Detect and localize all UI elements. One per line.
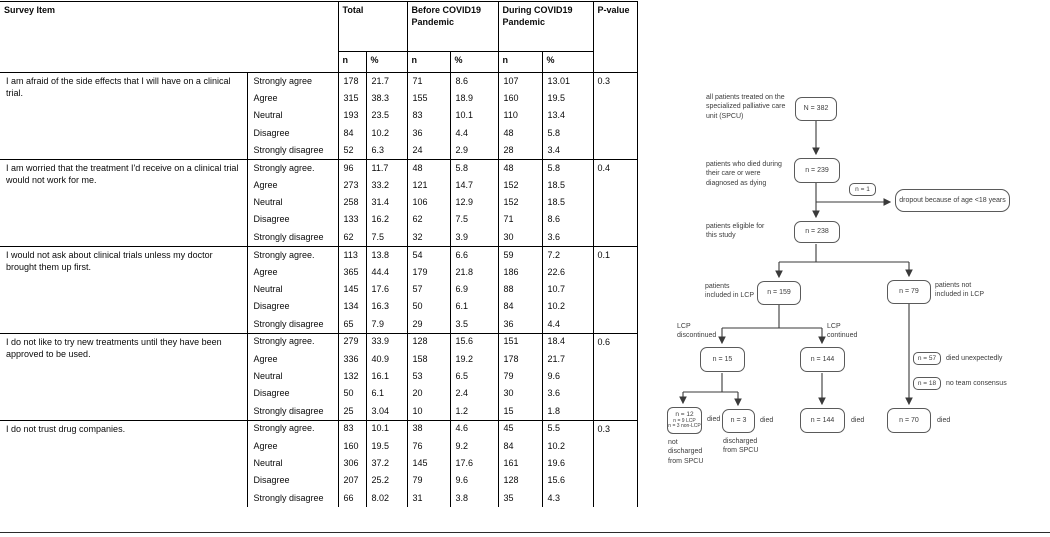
- value-cell: 33.9: [366, 333, 407, 350]
- value-cell: 16.1: [366, 368, 407, 385]
- value-cell: 6.6: [450, 246, 498, 263]
- subheader-before-n: n: [407, 52, 450, 73]
- value-cell: 4.4: [542, 316, 593, 333]
- column-header-before-covid: Before COVID19 Pandemic: [407, 2, 498, 52]
- value-cell: 152: [498, 194, 542, 211]
- survey-block: [0, 420, 637, 507]
- value-cell: 66: [338, 490, 366, 507]
- value-cell: 106: [407, 194, 450, 211]
- label-died-during: patients who died during their care or were diagnosed as dying: [706, 161, 782, 187]
- response-label-cell: Agree: [247, 351, 338, 368]
- value-cell: 9.6: [450, 472, 498, 489]
- value-cell: 4.3: [542, 490, 593, 507]
- value-cell: 3.9: [450, 229, 498, 246]
- subheader-total-pct: %: [366, 52, 407, 73]
- value-cell: 16.3: [366, 299, 407, 316]
- label-all-patients: all patients treated on the specialized palliative care unit (SPCU): [706, 94, 786, 120]
- survey-item-cell: I would not ask about clinical trials unless my doctor brought them up first.: [0, 246, 247, 333]
- value-cell: 31.4: [366, 194, 407, 211]
- node-died-not-discharged-n: n = 12: [675, 411, 694, 419]
- value-cell: 10: [407, 403, 450, 420]
- value-cell: 30: [498, 229, 542, 246]
- column-header-p-value: P-value: [593, 2, 637, 73]
- response-label-cell: Strongly agree.: [247, 159, 338, 176]
- value-cell: 83: [338, 420, 366, 437]
- value-cell: 306: [338, 455, 366, 472]
- subheader-total-n: n: [338, 52, 366, 73]
- column-header-total: Total: [338, 2, 407, 52]
- p-value-cell: 0.4: [593, 159, 637, 246]
- value-cell: 10.2: [542, 299, 593, 316]
- value-cell: 50: [407, 299, 450, 316]
- value-cell: 40.9: [366, 351, 407, 368]
- value-cell: 6.3: [366, 142, 407, 159]
- response-label-cell: Neutral: [247, 194, 338, 211]
- value-cell: 17.6: [366, 281, 407, 298]
- value-cell: 155: [407, 90, 450, 107]
- value-cell: 5.8: [542, 159, 593, 176]
- response-label-cell: Neutral: [247, 107, 338, 124]
- response-label-cell: Strongly agree.: [247, 246, 338, 263]
- value-cell: 28: [498, 142, 542, 159]
- label-included-lcp: patients included in LCP: [705, 283, 755, 300]
- value-cell: 30: [498, 386, 542, 403]
- response-label-cell: Strongly disagree: [247, 490, 338, 507]
- response-label-cell: Agree: [247, 90, 338, 107]
- table-row: [0, 333, 637, 350]
- label-died-unexpectedly: died unexpectedly: [946, 355, 1003, 362]
- node-dropout-reason: dropout because of age <18 years: [895, 189, 1010, 212]
- survey-block: [0, 73, 637, 160]
- value-cell: 1.8: [542, 403, 593, 420]
- response-label-cell: Disagree: [247, 386, 338, 403]
- value-cell: 7.2: [542, 246, 593, 263]
- value-cell: 10.2: [366, 125, 407, 142]
- value-cell: 35: [498, 490, 542, 507]
- node-lcp-included: n = 159: [757, 281, 801, 305]
- survey-block: [0, 159, 637, 246]
- value-cell: 3.4: [542, 142, 593, 159]
- label-lcp-discontinued: LCP discontinued: [677, 323, 717, 340]
- value-cell: 365: [338, 264, 366, 281]
- survey-block: [0, 246, 637, 333]
- response-label-cell: Strongly agree.: [247, 333, 338, 350]
- value-cell: 2.4: [450, 386, 498, 403]
- value-cell: 79: [407, 472, 450, 489]
- value-cell: 6.1: [366, 386, 407, 403]
- response-label-cell: Neutral: [247, 281, 338, 298]
- figure-bottom-rule: [0, 532, 1050, 533]
- value-cell: 6.1: [450, 299, 498, 316]
- value-cell: 19.5: [366, 438, 407, 455]
- value-cell: 21.7: [542, 351, 593, 368]
- node-dying-patients: n = 239: [794, 158, 840, 183]
- value-cell: 22.6: [542, 264, 593, 281]
- value-cell: 161: [498, 455, 542, 472]
- value-cell: 79: [498, 368, 542, 385]
- value-cell: 178: [338, 73, 366, 90]
- survey-item-cell: I do not like to try new treatments until they have been approved to be used.: [0, 333, 247, 420]
- response-label-cell: Neutral: [247, 368, 338, 385]
- node-died-continued: n = 144: [800, 408, 845, 433]
- response-label-cell: Strongly agree: [247, 73, 338, 90]
- value-cell: 3.5: [450, 316, 498, 333]
- value-cell: 5.8: [450, 159, 498, 176]
- label-died-3: died: [851, 417, 865, 424]
- value-cell: 128: [498, 472, 542, 489]
- value-cell: 96: [338, 159, 366, 176]
- table-row: [0, 159, 637, 176]
- survey-item-cell: I do not trust drug companies.: [0, 420, 247, 507]
- value-cell: 32: [407, 229, 450, 246]
- label-discharged: discharged from SPCU: [723, 438, 759, 455]
- value-cell: 2.9: [450, 142, 498, 159]
- table-row: [0, 420, 637, 437]
- label-died-2: died: [760, 417, 774, 424]
- value-cell: 24: [407, 142, 450, 159]
- subheader-before-pct: %: [450, 52, 498, 73]
- value-cell: 21.8: [450, 264, 498, 281]
- survey-block: [0, 333, 637, 420]
- value-cell: 7.9: [366, 316, 407, 333]
- value-cell: 10.1: [450, 107, 498, 124]
- value-cell: 38: [407, 420, 450, 437]
- label-not-included-lcp: patients not included in LCP: [935, 282, 985, 299]
- value-cell: 160: [338, 438, 366, 455]
- table-row: [0, 246, 637, 263]
- node-died-non-lcp: n = 70: [887, 408, 931, 433]
- subheader-during-pct: %: [542, 52, 593, 73]
- label-not-discharged: not discharged from SPCU: [668, 439, 704, 465]
- p-value-cell: 0.6: [593, 333, 637, 420]
- p-value-cell: 0.1: [593, 246, 637, 333]
- value-cell: 36: [498, 316, 542, 333]
- value-cell: 13.8: [366, 246, 407, 263]
- value-cell: 38.3: [366, 90, 407, 107]
- value-cell: 207: [338, 472, 366, 489]
- value-cell: 9.2: [450, 438, 498, 455]
- response-label-cell: Strongly disagree: [247, 229, 338, 246]
- value-cell: 193: [338, 107, 366, 124]
- value-cell: 3.6: [542, 229, 593, 246]
- label-died-4: died: [937, 417, 951, 424]
- value-cell: 179: [407, 264, 450, 281]
- node-died-not-discharged-sub2: n = 3 non-LCP: [668, 423, 701, 430]
- value-cell: 71: [498, 212, 542, 229]
- value-cell: 20: [407, 386, 450, 403]
- value-cell: 88: [498, 281, 542, 298]
- node-all-patients: N = 382: [795, 97, 837, 121]
- value-cell: 128: [407, 333, 450, 350]
- value-cell: 71: [407, 73, 450, 90]
- response-label-cell: Agree: [247, 177, 338, 194]
- value-cell: 18.4: [542, 333, 593, 350]
- response-label-cell: Strongly agree.: [247, 420, 338, 437]
- value-cell: 48: [407, 159, 450, 176]
- value-cell: 44.4: [366, 264, 407, 281]
- value-cell: 107: [498, 73, 542, 90]
- response-label-cell: Disagree: [247, 125, 338, 142]
- value-cell: 8.6: [450, 73, 498, 90]
- response-label-cell: Agree: [247, 438, 338, 455]
- response-label-cell: Disagree: [247, 212, 338, 229]
- value-cell: 110: [498, 107, 542, 124]
- value-cell: 5.5: [542, 420, 593, 437]
- value-cell: 21.7: [366, 73, 407, 90]
- response-label-cell: Strongly disagree: [247, 403, 338, 420]
- value-cell: 54: [407, 246, 450, 263]
- value-cell: 25.2: [366, 472, 407, 489]
- value-cell: 25: [338, 403, 366, 420]
- value-cell: 145: [407, 455, 450, 472]
- value-cell: 52: [338, 142, 366, 159]
- value-cell: 15: [498, 403, 542, 420]
- value-cell: 31: [407, 490, 450, 507]
- value-cell: 145: [338, 281, 366, 298]
- value-cell: 18.5: [542, 194, 593, 211]
- node-died-unexpectedly: n = 57: [913, 352, 941, 365]
- value-cell: 160: [498, 90, 542, 107]
- value-cell: 151: [498, 333, 542, 350]
- node-died-not-discharged-sub1: n = 9 LCP: [673, 417, 696, 424]
- value-cell: 12.9: [450, 194, 498, 211]
- value-cell: 3.8: [450, 490, 498, 507]
- value-cell: 273: [338, 177, 366, 194]
- value-cell: 4.6: [450, 420, 498, 437]
- value-cell: 18.5: [542, 177, 593, 194]
- value-cell: 19.6: [542, 455, 593, 472]
- value-cell: 33.2: [366, 177, 407, 194]
- value-cell: 62: [338, 229, 366, 246]
- value-cell: 6.9: [450, 281, 498, 298]
- response-label-cell: Strongly disagree: [247, 316, 338, 333]
- value-cell: 8.6: [542, 212, 593, 229]
- value-cell: 279: [338, 333, 366, 350]
- value-cell: 53: [407, 368, 450, 385]
- table-row: [0, 73, 637, 90]
- node-died-discharged: n = 3: [722, 409, 755, 433]
- value-cell: 178: [498, 351, 542, 368]
- value-cell: 152: [498, 177, 542, 194]
- value-cell: 16.2: [366, 212, 407, 229]
- survey-item-cell: I am worried that the treatment I'd receive on a clinical trial would not work for me.: [0, 159, 247, 246]
- value-cell: 315: [338, 90, 366, 107]
- table-header: [0, 2, 637, 73]
- value-cell: 18.9: [450, 90, 498, 107]
- value-cell: 1.2: [450, 403, 498, 420]
- value-cell: 3.6: [542, 386, 593, 403]
- value-cell: 4.4: [450, 125, 498, 142]
- value-cell: 50: [338, 386, 366, 403]
- value-cell: 37.2: [366, 455, 407, 472]
- node-no-team-consensus: n = 18: [913, 377, 941, 390]
- node-died-not-discharged: [667, 407, 702, 434]
- value-cell: 65: [338, 316, 366, 333]
- value-cell: 7.5: [450, 212, 498, 229]
- value-cell: 48: [498, 125, 542, 142]
- value-cell: 134: [338, 299, 366, 316]
- value-cell: 3.04: [366, 403, 407, 420]
- value-cell: 158: [407, 351, 450, 368]
- value-cell: 14.7: [450, 177, 498, 194]
- value-cell: 258: [338, 194, 366, 211]
- value-cell: 23.5: [366, 107, 407, 124]
- column-header-survey-item: Survey Item: [0, 2, 338, 73]
- survey-table: [0, 1, 638, 507]
- value-cell: 7.5: [366, 229, 407, 246]
- node-lcp-not-included: n = 79: [887, 280, 931, 304]
- value-cell: 29: [407, 316, 450, 333]
- value-cell: 84: [498, 299, 542, 316]
- survey-item-cell: I am afraid of the side effects that I will have on a clinical trial.: [0, 73, 247, 160]
- column-header-during-covid: During COVID19 Pandemic: [498, 2, 593, 52]
- value-cell: 13.4: [542, 107, 593, 124]
- value-cell: 15.6: [450, 333, 498, 350]
- value-cell: 62: [407, 212, 450, 229]
- response-label-cell: Disagree: [247, 472, 338, 489]
- value-cell: 15.6: [542, 472, 593, 489]
- value-cell: 84: [498, 438, 542, 455]
- node-dropout-count: n = 1: [849, 183, 876, 196]
- value-cell: 10.7: [542, 281, 593, 298]
- response-label-cell: Neutral: [247, 455, 338, 472]
- value-cell: 10.1: [366, 420, 407, 437]
- p-value-cell: 0.3: [593, 420, 637, 507]
- response-label-cell: Agree: [247, 264, 338, 281]
- subheader-during-n: n: [498, 52, 542, 73]
- node-lcp-continued: n = 144: [800, 347, 845, 372]
- value-cell: 10.2: [542, 438, 593, 455]
- label-died-1: died: [707, 416, 721, 423]
- label-eligible: patients eligible for this study: [706, 223, 765, 240]
- value-cell: 48: [498, 159, 542, 176]
- value-cell: 8.02: [366, 490, 407, 507]
- value-cell: 57: [407, 281, 450, 298]
- value-cell: 83: [407, 107, 450, 124]
- value-cell: 36: [407, 125, 450, 142]
- response-label-cell: Disagree: [247, 299, 338, 316]
- node-lcp-discontinued: n = 15: [700, 347, 745, 372]
- value-cell: 19.2: [450, 351, 498, 368]
- value-cell: 19.5: [542, 90, 593, 107]
- value-cell: 186: [498, 264, 542, 281]
- p-value-cell: 0.3: [593, 73, 637, 160]
- value-cell: 45: [498, 420, 542, 437]
- value-cell: 133: [338, 212, 366, 229]
- value-cell: 5.8: [542, 125, 593, 142]
- value-cell: 9.6: [542, 368, 593, 385]
- survey-results-table: [0, 1, 638, 507]
- value-cell: 11.7: [366, 159, 407, 176]
- response-label-cell: Strongly disagree: [247, 142, 338, 159]
- node-eligible: n = 238: [794, 221, 840, 243]
- value-cell: 121: [407, 177, 450, 194]
- value-cell: 13.01: [542, 73, 593, 90]
- value-cell: 6.5: [450, 368, 498, 385]
- label-no-team-consensus: no team consensus: [946, 380, 1007, 387]
- value-cell: 76: [407, 438, 450, 455]
- value-cell: 113: [338, 246, 366, 263]
- label-lcp-continued: LCP continued: [827, 323, 858, 340]
- value-cell: 84: [338, 125, 366, 142]
- value-cell: 132: [338, 368, 366, 385]
- value-cell: 336: [338, 351, 366, 368]
- value-cell: 17.6: [450, 455, 498, 472]
- value-cell: 59: [498, 246, 542, 263]
